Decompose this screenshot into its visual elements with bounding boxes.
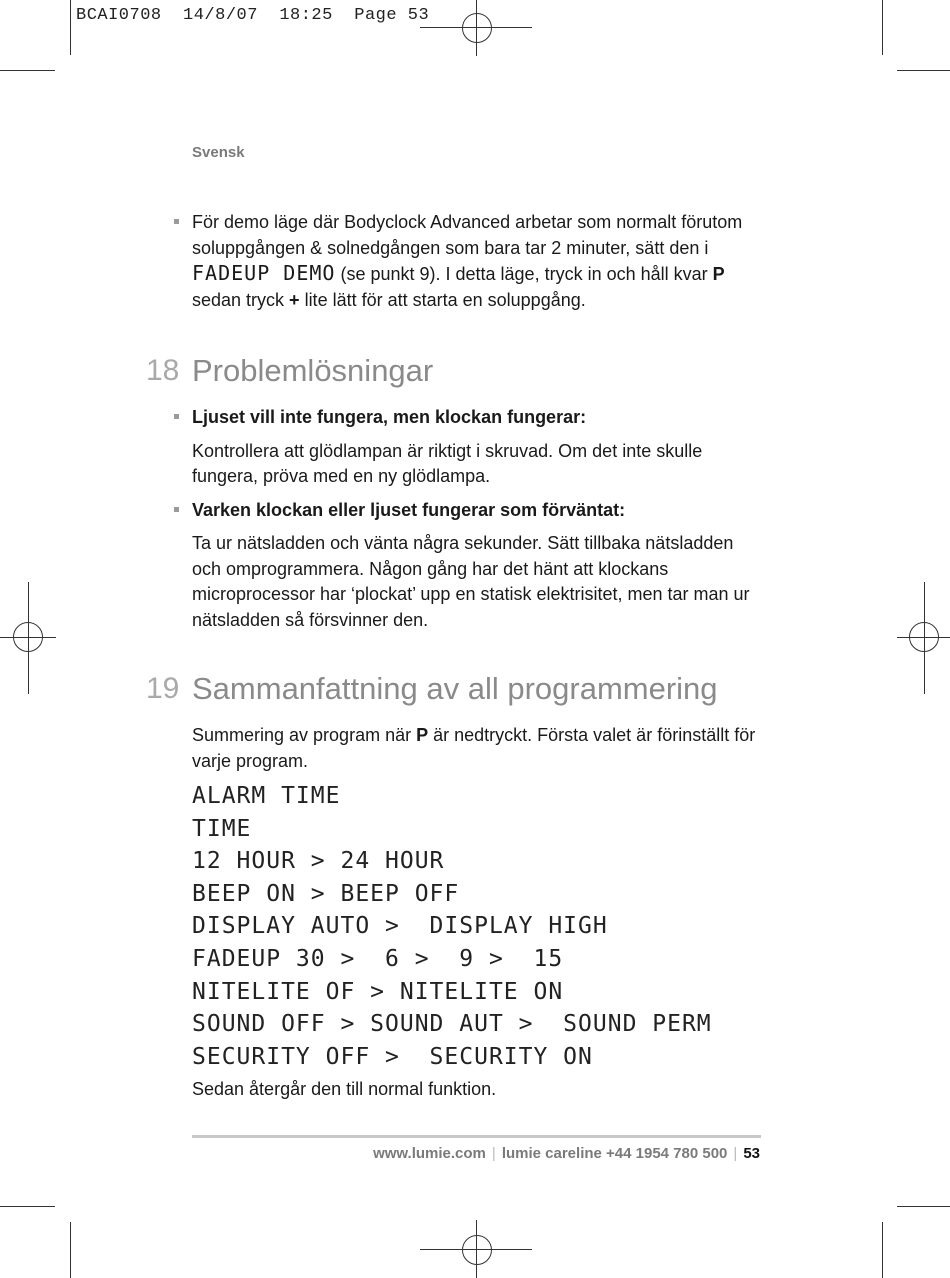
bullet-marker <box>174 414 179 419</box>
footer-rule <box>192 1135 761 1138</box>
summary-intro <box>192 723 762 774</box>
footer-careline: lumie careline +44 1954 780 500 <box>501 1145 728 1162</box>
section-title: Sammanfattning av all programmering <box>192 671 718 706</box>
trouble-item-2 <box>192 498 762 634</box>
key-plus: + <box>289 289 300 310</box>
demo-text-part: (se punkt 9). I detta läge, tryck in och håll kvar <box>335 264 713 284</box>
summary-text-part: Summering av program när <box>192 725 417 745</box>
lcd-line: NITELITE OF > NITELITE ON <box>192 978 564 1005</box>
page-content <box>146 210 762 1103</box>
lcd-line: ALARM TIME <box>192 783 341 809</box>
bullet-marker <box>174 219 179 224</box>
trouble-body: Kontrollera att glödlampan är riktigt i skruvad. Om det inte skulle fungera, pröva med en ny glödlampa. <box>192 440 703 486</box>
trouble-body: Ta ur nätsladden och vänta några sekunder. Sätt tillbaka nätsladden och omprogrammera. Någon gång har det hänt att klockans microprocessor har ‘plockat’ upp en statisk elektrisitet, men tar man ur nätsladden så försvinner den. <box>192 533 750 630</box>
footer-website: www.lumie.com <box>373 1145 486 1162</box>
summary-outro: Sedan återgår den till normal funktion. <box>192 1079 497 1100</box>
lcd-line: SECURITY OFF > SECURITY ON <box>192 1043 593 1070</box>
section-number: 19 <box>146 672 180 705</box>
lcd-fadeup-demo: FADEUP DEMO <box>192 261 336 285</box>
lcd-line: TIME <box>192 815 252 842</box>
section-number: 18 <box>146 354 180 387</box>
demo-text-part: lite lätt för att starta en soluppgång. <box>299 289 586 310</box>
demo-text-part: sedan tryck <box>192 289 290 310</box>
key-p: P <box>416 725 429 745</box>
key-p: P <box>712 264 725 284</box>
footer-separator: | <box>491 1145 496 1162</box>
lcd-line: SOUND OFF > SOUND AUT > SOUND PERM <box>192 1011 712 1038</box>
section-18-heading <box>146 353 762 389</box>
bullet-marker <box>174 507 179 512</box>
section-title: Problemlösningar <box>192 353 434 388</box>
section-19-heading <box>146 671 762 707</box>
lcd-program-list <box>192 780 762 1073</box>
demo-mode-text <box>192 210 762 313</box>
lcd-line: BEEP ON > BEEP OFF <box>192 880 460 907</box>
footer-separator: | <box>733 1145 738 1162</box>
page-number: 53 <box>743 1145 760 1162</box>
lcd-line: FADEUP 30 > 6 > 9 > 15 <box>192 945 564 972</box>
demo-text-part: För demo läge där Bodyclock Advanced arbetar som normalt förutom soluppgången & solnedgången som bara tar 2 minuter, sätt den i <box>192 212 743 258</box>
language-label: Svensk <box>192 144 245 161</box>
trouble-heading: Varken klockan eller ljuset fungerar som förväntat: <box>192 499 626 520</box>
summary-text-part: är nedtryckt. Första valet är förinställt för varje program. <box>192 725 756 771</box>
demo-mode-bullet <box>192 210 762 313</box>
lcd-line: DISPLAY AUTO > DISPLAY HIGH <box>192 913 608 940</box>
lcd-line: 12 HOUR > 24 HOUR <box>192 848 445 875</box>
print-slug: BCAI0708 14/8/07 18:25 Page 53 <box>76 6 430 25</box>
trouble-heading: Ljuset vill inte fungera, men klockan fungerar: <box>192 407 587 427</box>
page-footer <box>373 1145 760 1162</box>
trouble-item-1 <box>192 405 762 490</box>
